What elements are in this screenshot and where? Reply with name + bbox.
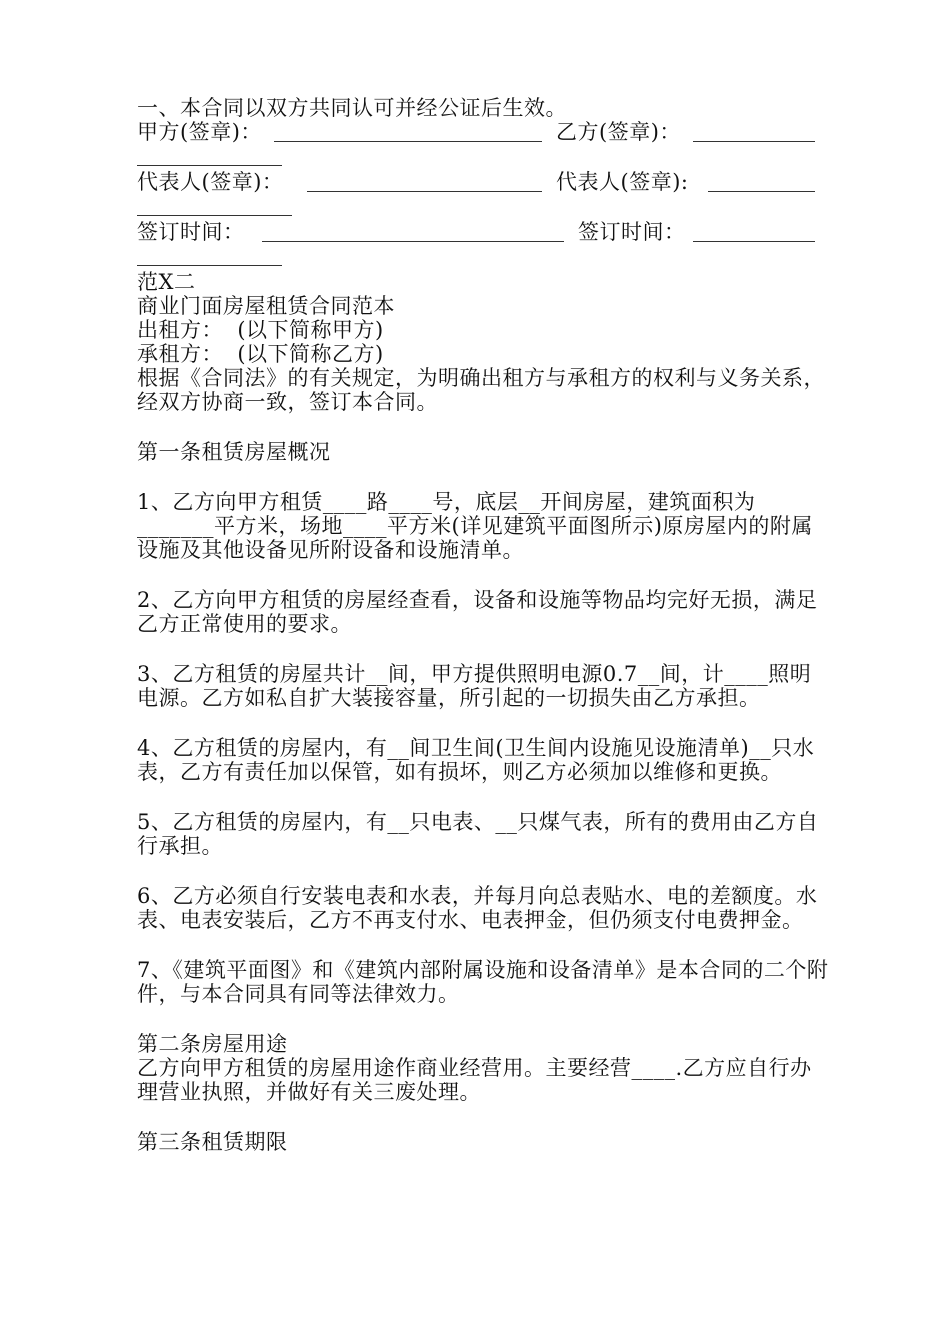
lessor-line: 出租方： (以下简称甲方) [137,318,384,342]
clause-4: 4、乙方租赁的房屋内，有__间卫生间(卫生间内设施见设施清单)__只水表，乙方有责任加以保管，如有损坏，则乙方必须加以维修和更换。 [137,736,815,784]
clause-7: 7、《建筑平面图》和《建筑内部附属设施和设备清单》是本合同的二个附件，与本合同具有同等法律效力。 [137,958,829,1006]
clause-3: 3、乙方租赁的房屋共计__间，甲方提供照明电源0.7__间，计____照明电源。乙方如私自扩大装接容量，所引起的一切损失由乙方承担。 [137,662,812,710]
clause-5: 5、乙方租赁的房屋内，有__只电表、__只煤气表，所有的费用由乙方自行承担。 [137,810,819,858]
article-2-body: 乙方向甲方租赁的房屋用途作商业经营用。主要经营____.乙方应自行办理营业执照，并做好有关三废处理。 [137,1056,812,1104]
rep-b-signature-line [708,191,815,192]
article-1-heading: 第一条租赁房屋概况 [137,440,331,464]
clause-1: 1、乙方向甲方租赁____路____号，底层__开间房屋，建筑面积为_______平方米，场地____平方米(详见建筑平面图所示)原房屋内的附属设施及其他设备见所附设备和设施清单。 [137,490,813,562]
rep-a-signature-label: 代表人(签章)： [137,170,284,194]
preamble: 根据《合同法》的有关规定，为明确出租方与承租方的权利与义务关系，经双方协商一致，签订本合同。 [137,366,825,414]
article-2-heading: 第二条房屋用途 [137,1032,288,1056]
date-b-line [693,241,815,242]
document-title: 商业门面房屋租赁合同范本 [137,294,395,318]
clause-6: 6、乙方必须自行安装电表和水表，并每月向总表贴水、电的差额度。水表、电表安装后，乙方不再支付水、电表押金，但仍须支付电费押金。 [137,884,818,932]
signature-row-date [137,220,830,270]
signature-row-representative [137,170,830,220]
party-b-signature-line-wrap [137,165,282,166]
date-b-line-wrap [137,265,282,266]
date-a-line [262,241,564,242]
signature-row-party [137,120,830,170]
party-a-signature-line [274,141,542,142]
intro-line: 一、本合同以双方共同认可并经公证后生效。 [137,96,567,120]
rep-b-signature-line-wrap [137,215,292,216]
date-a-label: 签订时间： [137,220,245,244]
clause-2: 2、乙方向甲方租赁的房屋经查看，设备和设施等物品均完好无损，满足乙方正常使用的要求。 [137,588,818,636]
party-b-signature-line [693,141,815,142]
article-3-heading: 第三条租赁期限 [137,1130,288,1154]
rep-a-signature-line [307,191,542,192]
lessee-line: 承租方： (以下简称乙方) [137,342,384,366]
party-a-signature-label: 甲方(签章)： [137,120,262,144]
party-b-signature-label: 乙方(签章)： [556,120,681,144]
date-b-label: 签订时间： [578,220,686,244]
rep-b-signature-label: 代表人(签章): [556,170,689,194]
section-tag: 范X二 [137,270,196,294]
